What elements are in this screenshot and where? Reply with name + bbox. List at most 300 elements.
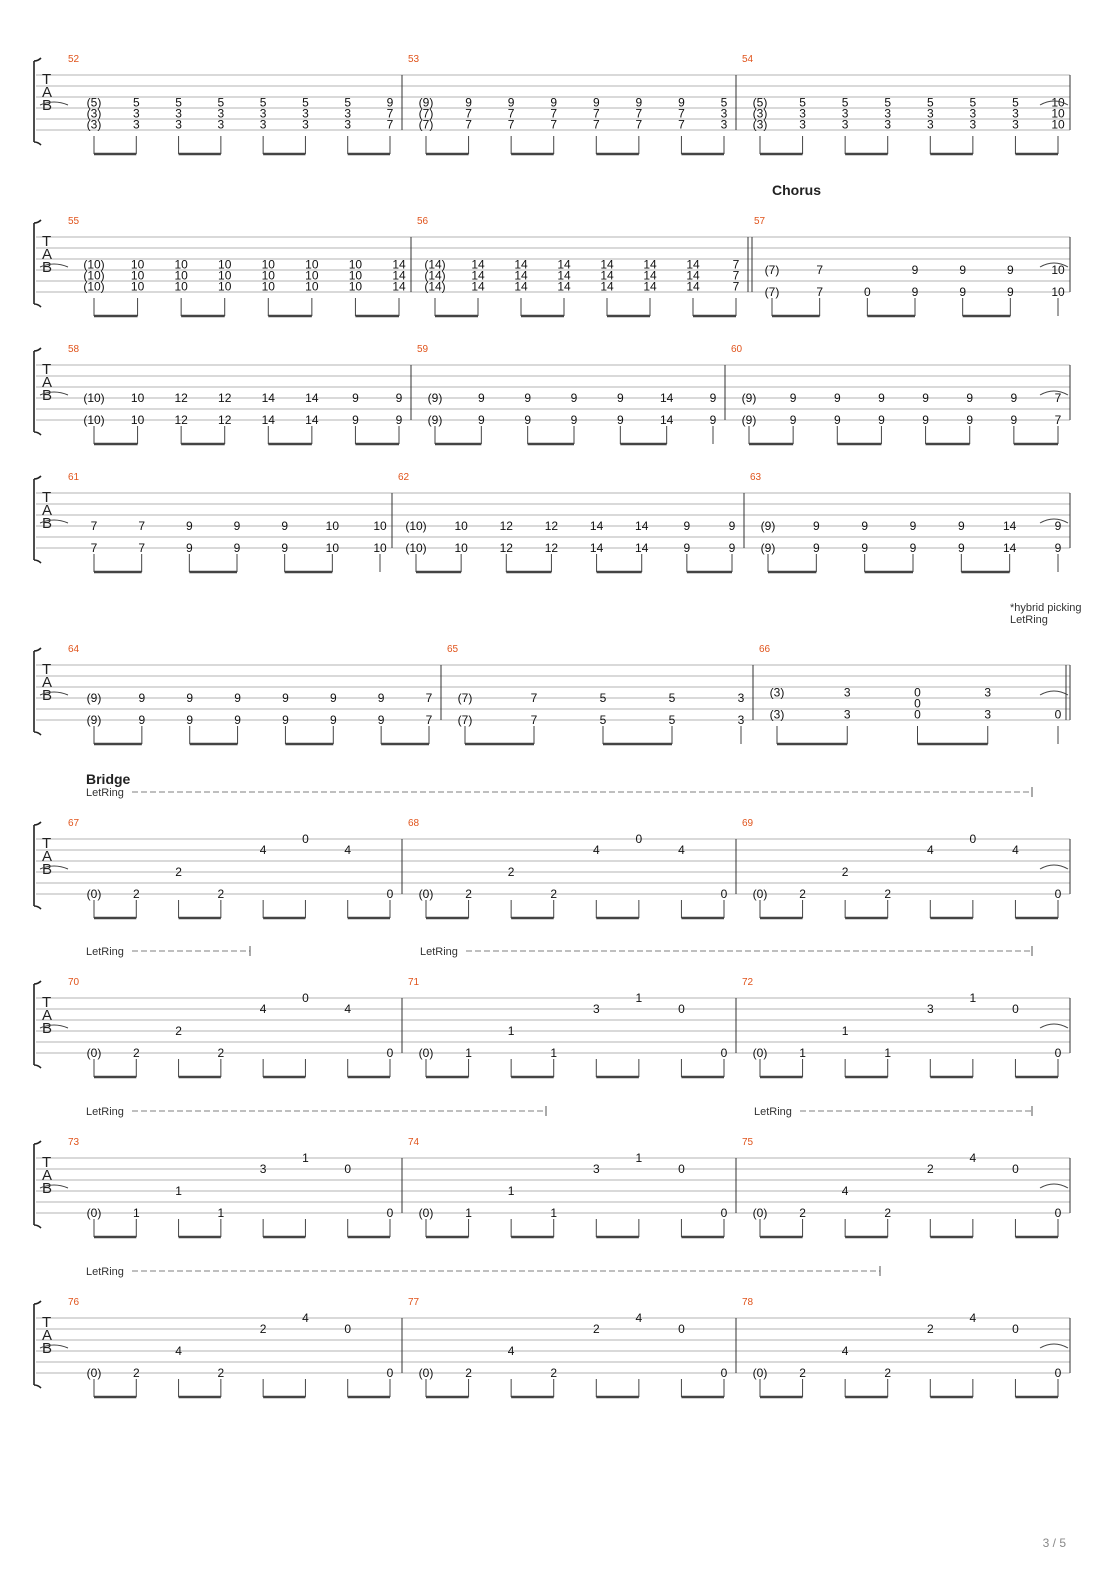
fret-number: 14: [514, 268, 528, 283]
fret-number: 2: [465, 887, 472, 901]
fret-number: 3: [259, 117, 267, 132]
fret-number: 10: [130, 391, 145, 405]
fret-number: 2: [132, 887, 140, 901]
fret-number: 2: [259, 1322, 267, 1336]
fret-number: 7: [550, 106, 558, 121]
fret-number: 7: [386, 106, 394, 121]
fret-number: 14: [659, 391, 674, 405]
fret-number: 9: [957, 519, 965, 533]
fret-number: 1: [635, 1151, 643, 1165]
fret-number: 4: [841, 1344, 849, 1358]
fret-number: (7): [418, 117, 434, 132]
fret-number: 0: [678, 1002, 685, 1016]
fret-number: 4: [678, 843, 685, 857]
fret-number: 9: [185, 541, 193, 555]
bar-number: 77: [408, 1297, 420, 1308]
fret-number: 4: [926, 843, 934, 857]
fret-number: 14: [600, 268, 614, 283]
fret-number: 2: [465, 1366, 472, 1380]
fret-number: 9: [477, 413, 485, 427]
fret-number: 14: [392, 268, 406, 283]
fret-number: 14: [261, 391, 275, 405]
fret-number: 7: [592, 117, 600, 132]
fret-number: 3: [926, 117, 934, 132]
system-bracket: [34, 1141, 41, 1228]
fret-number: 9: [728, 519, 736, 533]
fret-number: 10: [130, 268, 145, 283]
fret-number: 7: [816, 263, 824, 277]
fret-number: 14: [305, 391, 319, 405]
fret-number: 2: [175, 1024, 182, 1038]
fret-number: 10: [454, 519, 468, 533]
fret-number: 4: [969, 1311, 977, 1325]
fret-number: 5: [884, 95, 892, 110]
fret-number: 9: [683, 519, 691, 533]
fret-number: 12: [174, 413, 188, 427]
bar-number: 78: [742, 1297, 754, 1308]
fret-number: (10): [83, 391, 105, 405]
fret-number: 3: [592, 1002, 600, 1016]
fret-number: 5: [720, 95, 728, 110]
fret-number: 9: [878, 413, 885, 427]
fret-number: (9): [760, 519, 776, 533]
fret-number: 2: [799, 1206, 806, 1220]
fret-number: 7: [465, 117, 472, 132]
fret-number: 3: [344, 117, 352, 132]
fret-number: 4: [302, 1311, 309, 1325]
tab-clef-letter: A: [42, 1007, 53, 1024]
fret-number: 14: [589, 541, 604, 555]
fret-number: 3: [799, 106, 806, 121]
fret-number: 5: [217, 95, 225, 110]
fret-number: 10: [218, 257, 232, 272]
fret-number: 9: [524, 413, 532, 427]
fret-number: (3): [86, 117, 102, 132]
fret-number: 14: [686, 257, 700, 272]
fret-number: 2: [175, 865, 182, 879]
fret-number: 12: [544, 519, 559, 533]
fret-number: 1: [217, 1206, 225, 1220]
tab-clef-letter: B: [42, 1180, 53, 1197]
fret-number: 10: [218, 268, 232, 283]
fret-number: 2: [884, 1366, 892, 1380]
fret-number: 3: [884, 106, 892, 121]
fret-number: 14: [305, 413, 319, 427]
bar-number: 70: [68, 977, 80, 988]
fret-number: 14: [392, 279, 406, 294]
fret-number: 9: [709, 413, 717, 427]
fret-number: 3: [175, 106, 182, 121]
fret-number: 10: [348, 279, 363, 294]
fret-number: 4: [592, 843, 600, 857]
fret-number: 9: [233, 541, 241, 555]
fret-number: 4: [259, 1002, 267, 1016]
fret-number: 5: [599, 691, 607, 705]
fret-number: 10: [1051, 285, 1065, 299]
fret-number: 7: [465, 106, 472, 121]
fret-number: 0: [720, 1366, 728, 1380]
fret-number: (3): [752, 117, 768, 132]
fret-number: (10): [83, 268, 105, 283]
fret-number: 7: [90, 519, 98, 533]
tab-clef-letter: T: [42, 661, 52, 678]
fret-number: (14): [424, 279, 446, 294]
fret-number: (9): [86, 691, 102, 705]
system-bracket: [34, 58, 41, 145]
fret-number: 10: [130, 279, 145, 294]
fret-number: (10): [83, 257, 105, 272]
fret-number: 9: [833, 413, 841, 427]
fret-number: (0): [86, 1366, 102, 1380]
fret-number: 0: [386, 1206, 394, 1220]
fret-number: 0: [720, 1046, 728, 1060]
fret-number: 0: [635, 832, 643, 846]
system-bracket: [34, 220, 41, 307]
system-bracket: [34, 476, 41, 563]
fret-number: 1: [507, 1024, 515, 1038]
tie-arc: [1040, 691, 1068, 695]
fret-number: 9: [329, 713, 337, 727]
fret-number: 9: [683, 541, 691, 555]
fret-number: 9: [234, 691, 241, 705]
fret-number: 0: [302, 991, 309, 1005]
fret-number: 2: [550, 887, 558, 901]
fret-number: (9): [427, 391, 443, 405]
fret-number: 10: [130, 413, 145, 427]
let-ring-label: LetRing: [86, 1266, 124, 1278]
fret-number: (14): [424, 268, 446, 283]
fret-number: 2: [841, 865, 849, 879]
fret-number: 10: [373, 519, 387, 533]
fret-number: 0: [1054, 887, 1062, 901]
fret-number: (10): [83, 413, 105, 427]
fret-number: (7): [418, 106, 434, 121]
fret-number: 9: [352, 391, 359, 405]
bar-number: 56: [417, 216, 429, 227]
fret-number: 3: [720, 106, 728, 121]
fret-number: (7): [457, 691, 473, 705]
fret-number: 12: [544, 541, 559, 555]
fret-number: 2: [550, 1366, 558, 1380]
fret-number: 2: [926, 1322, 934, 1336]
fret-number: 9: [966, 391, 974, 405]
fret-number: 0: [344, 1322, 352, 1336]
tie-arc: [1040, 1184, 1068, 1188]
fret-number: 9: [789, 413, 797, 427]
fret-number: 14: [557, 268, 571, 283]
fret-number: 3: [132, 106, 140, 121]
fret-number: (14): [424, 257, 446, 272]
fret-number: 3: [592, 1162, 600, 1176]
fret-number: 0: [678, 1322, 685, 1336]
fret-number: 3: [259, 106, 267, 121]
tab-clef-letter: A: [42, 1167, 53, 1184]
fret-number: 9: [524, 391, 532, 405]
fret-number: 1: [841, 1024, 849, 1038]
let-ring-label: LetRing: [86, 1106, 124, 1118]
fret-number: 2: [217, 1046, 225, 1060]
fret-number: 10: [305, 257, 319, 272]
fret-number: 9: [911, 263, 919, 277]
fret-number: 9: [678, 95, 685, 110]
fret-number: 14: [514, 279, 528, 294]
fret-number: 0: [969, 832, 977, 846]
fret-number: (0): [752, 1206, 768, 1220]
fret-number: 4: [841, 1184, 849, 1198]
tab-clef-letter: A: [42, 674, 53, 691]
tie-arc: [1040, 1344, 1068, 1348]
fret-number: (7): [457, 713, 473, 727]
tab-clef-letter: B: [42, 515, 53, 532]
fret-number: (0): [752, 1366, 768, 1380]
fret-number: 2: [884, 887, 892, 901]
tab-clef-letter: B: [42, 1020, 53, 1037]
fret-number: (10): [83, 279, 105, 294]
fret-number: 7: [138, 519, 146, 533]
fret-number: 9: [234, 713, 241, 727]
fret-number: 9: [616, 391, 624, 405]
bar-number: 62: [398, 472, 410, 483]
fret-number: 3: [843, 707, 851, 722]
let-ring-label: LetRing: [420, 946, 458, 958]
fret-number: 10: [174, 279, 188, 294]
tab-clef-letter: T: [42, 994, 52, 1011]
bar-number: 63: [750, 472, 762, 483]
tab-clef-letter: B: [42, 861, 53, 878]
fret-number: 10: [305, 268, 319, 283]
fret-number: 0: [1054, 1366, 1062, 1380]
fret-number: 0: [1012, 1002, 1019, 1016]
fret-number: 14: [471, 257, 485, 272]
fret-number: (9): [760, 541, 776, 555]
fret-number: (7): [764, 285, 780, 299]
fret-number: 9: [966, 413, 974, 427]
fret-number: 4: [1012, 843, 1019, 857]
fret-number: 12: [218, 413, 232, 427]
fret-number: 3: [969, 106, 977, 121]
fret-number: 9: [878, 391, 885, 405]
fret-number: 4: [344, 843, 352, 857]
fret-number: (3): [769, 685, 785, 700]
fret-number: 9: [186, 713, 194, 727]
fret-number: 14: [589, 519, 604, 533]
bar-number: 75: [742, 1137, 754, 1148]
fret-number: 3: [984, 707, 992, 722]
fret-number: 0: [386, 1046, 394, 1060]
fret-number: 9: [728, 541, 736, 555]
bar-number: 58: [68, 344, 80, 355]
tab-clef-letter: B: [42, 387, 53, 404]
fret-number: 0: [863, 285, 871, 299]
fret-number: 3: [302, 106, 309, 121]
fret-number: 5: [841, 95, 849, 110]
bar-number: 61: [68, 472, 80, 483]
fret-number: 7: [425, 713, 433, 727]
tab-clef-letter: T: [42, 1154, 52, 1171]
tab-clef-letter: A: [42, 84, 53, 101]
fret-number: 9: [233, 519, 241, 533]
fret-number: 9: [922, 413, 929, 427]
fret-number: 7: [425, 691, 433, 705]
fret-number: 9: [138, 691, 146, 705]
bar-number: 68: [408, 818, 420, 829]
fret-number: 1: [507, 1184, 515, 1198]
fret-number: 9: [138, 713, 146, 727]
fret-number: 7: [635, 106, 643, 121]
fret-number: 9: [377, 691, 385, 705]
fret-number: 10: [218, 279, 232, 294]
fret-number: 7: [507, 117, 515, 132]
annotation-text: *hybrid picking: [1010, 602, 1082, 614]
system-bracket: [34, 822, 41, 909]
fret-number: 4: [507, 1344, 515, 1358]
fret-number: (10): [405, 541, 427, 555]
fret-number: (5): [86, 95, 102, 110]
fret-number: 14: [471, 279, 485, 294]
fret-number: 14: [600, 257, 614, 272]
fret-number: 0: [720, 887, 728, 901]
fret-number: 5: [175, 95, 182, 110]
fret-number: 3: [737, 713, 745, 727]
fret-number: 3: [926, 106, 934, 121]
tab-clef-letter: T: [42, 1314, 52, 1331]
fret-number: 9: [1010, 391, 1018, 405]
fret-number: 12: [499, 519, 513, 533]
fret-number: 14: [600, 279, 614, 294]
fret-number: 9: [507, 95, 515, 110]
fret-number: 10: [348, 257, 363, 272]
bar-number: 53: [408, 54, 420, 65]
fret-number: 2: [799, 1366, 806, 1380]
fret-number: 14: [514, 257, 528, 272]
fret-number: (0): [418, 1206, 434, 1220]
fret-number: 12: [499, 541, 513, 555]
fret-number: 9: [635, 95, 643, 110]
fret-number: 14: [643, 257, 657, 272]
fret-number: 7: [550, 117, 558, 132]
fret-number: 3: [969, 117, 977, 132]
fret-number: 9: [861, 519, 869, 533]
fret-number: 0: [344, 1162, 352, 1176]
fret-number: 0: [1054, 1046, 1062, 1060]
page-number: 3 / 5: [1042, 1536, 1066, 1550]
tab-clef-letter: A: [42, 502, 53, 519]
bar-number: 72: [742, 977, 754, 988]
tab-clef-letter: B: [42, 1340, 53, 1357]
fret-number: 14: [643, 279, 657, 294]
fret-number: 9: [616, 413, 624, 427]
fret-number: 9: [1054, 541, 1062, 555]
let-ring-label: LetRing: [754, 1106, 792, 1118]
fret-number: 4: [175, 1344, 182, 1358]
fret-number: 3: [344, 106, 352, 121]
section-label: Chorus: [772, 182, 821, 198]
fret-number: 9: [812, 541, 820, 555]
fret-number: 5: [344, 95, 352, 110]
tab-clef-letter: T: [42, 835, 52, 852]
fret-number: 3: [259, 1162, 267, 1176]
fret-number: 9: [550, 95, 558, 110]
fret-number: 9: [352, 413, 359, 427]
section-label: Bridge: [86, 771, 131, 787]
fret-number: 2: [884, 1206, 892, 1220]
bar-number: 54: [742, 54, 754, 65]
fret-number: 10: [130, 257, 145, 272]
fret-number: 5: [799, 95, 806, 110]
fret-number: 7: [678, 117, 685, 132]
fret-number: 7: [507, 106, 515, 121]
fret-number: 10: [261, 279, 275, 294]
fret-number: 9: [709, 391, 717, 405]
fret-number: 9: [395, 413, 403, 427]
tab-clef-letter: A: [42, 374, 53, 391]
fret-number: 9: [789, 391, 797, 405]
fret-number: 7: [1054, 413, 1062, 427]
bar-number: 60: [731, 344, 743, 355]
fret-number: (3): [769, 707, 785, 722]
fret-number: 9: [186, 691, 194, 705]
tie-arc: [1040, 865, 1068, 869]
fret-number: 5: [132, 95, 140, 110]
fret-number: 10: [1051, 117, 1065, 132]
fret-number: 9: [861, 541, 869, 555]
fret-number: 10: [174, 257, 188, 272]
tab-clef-letter: T: [42, 361, 52, 378]
fret-number: 2: [592, 1322, 600, 1336]
fret-number: 14: [686, 268, 700, 283]
fret-number: 12: [218, 391, 232, 405]
fret-number: 3: [1012, 117, 1019, 132]
fret-number: 9: [1006, 263, 1014, 277]
fret-number: 5: [259, 95, 267, 110]
tab-clef-letter: T: [42, 233, 52, 250]
fret-number: 9: [957, 541, 965, 555]
fret-number: 9: [1054, 519, 1062, 533]
bar-number: 76: [68, 1297, 80, 1308]
fret-number: 14: [1002, 519, 1017, 533]
fret-number: 5: [599, 713, 607, 727]
fret-number: 7: [386, 117, 394, 132]
bar-number: 69: [742, 818, 754, 829]
fret-number: 9: [1010, 413, 1018, 427]
fret-number: 7: [530, 691, 538, 705]
fret-number: 9: [281, 541, 289, 555]
fret-number: (0): [418, 1046, 434, 1060]
fret-number: (0): [86, 1046, 102, 1060]
fret-number: 9: [281, 519, 289, 533]
fret-number: 14: [557, 257, 571, 272]
bar-number: 59: [417, 344, 429, 355]
let-ring-label: LetRing: [1010, 614, 1048, 626]
fret-number: (9): [418, 95, 434, 110]
system-bracket: [34, 648, 41, 735]
tab-clef-letter: A: [42, 1327, 53, 1344]
fret-number: 2: [217, 1366, 225, 1380]
fret-number: 3: [1012, 106, 1019, 121]
fret-number: 2: [217, 887, 225, 901]
system-bracket: [34, 348, 41, 435]
fret-number: 3: [843, 685, 851, 700]
fret-number: 7: [1054, 391, 1062, 405]
fret-number: 14: [635, 519, 649, 533]
fret-number: 4: [344, 1002, 352, 1016]
fret-number: 0: [914, 685, 921, 700]
bar-number: 71: [408, 977, 420, 988]
fret-number: 0: [386, 1366, 394, 1380]
fret-number: 9: [329, 691, 337, 705]
fret-number: 5: [969, 95, 977, 110]
fret-number: (9): [427, 413, 443, 427]
